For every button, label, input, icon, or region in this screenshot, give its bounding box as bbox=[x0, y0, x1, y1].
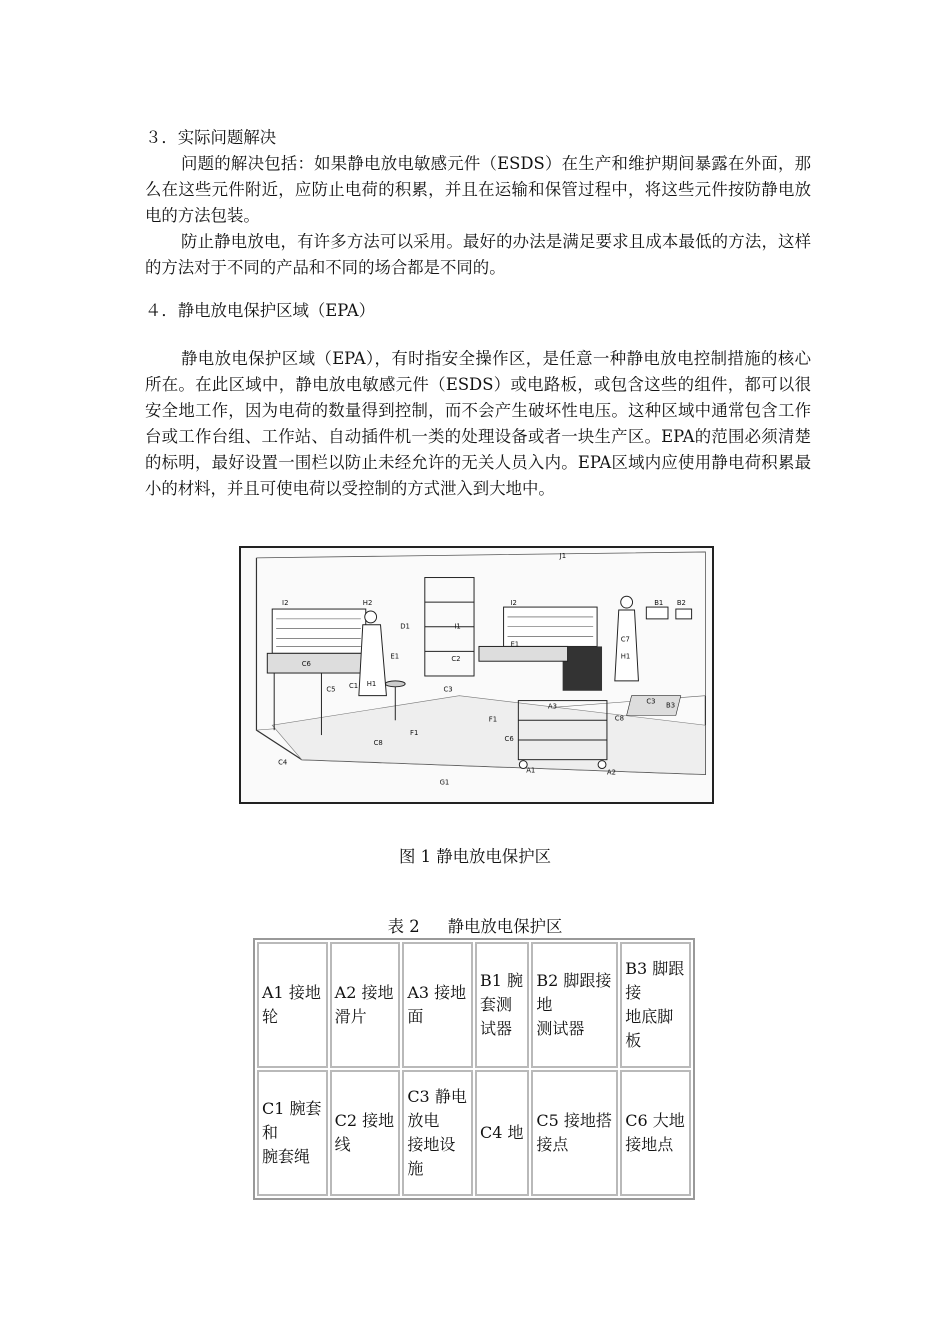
table-cell bbox=[620, 1070, 691, 1196]
table-caption bbox=[0, 913, 950, 937]
table-cell-text: C1 腕套 bbox=[262, 1099, 322, 1118]
section-4-paragraph: 静电放电保护区域（EPA），有时指安全操作区，是任意一种静电放电控制措施的核心所在。在此区域中，静电放电敏感元件（ESDS）或电路板，或包含这些的组件，都可以很安全地工作，因为电荷的数量得到控制，而不会产生破坏性电压。这种区域中通常包含工作台或工作台组、工作站、自动插件机一类的处理设备或者一块生产区。EPA的范围必须清楚的标明，最好设置一围栏以防止未经允许的无关人员入内。EPA区域内应使用静电荷积累最小的材料，并且可使电荷以受控制的方式泄入到大地中。 bbox=[145, 349, 811, 498]
table-cell bbox=[330, 1070, 401, 1196]
section-3-heading: ３．实际问题解决 bbox=[145, 128, 277, 147]
table-cell-text: C6 大地 bbox=[625, 1111, 685, 1130]
table-cell-text: 接 bbox=[625, 983, 642, 1002]
table-cell-text: 腕套绳 bbox=[262, 1147, 311, 1166]
table-cell-text: 接地设 bbox=[407, 1135, 456, 1154]
table-cell bbox=[402, 1070, 473, 1196]
table-cell bbox=[257, 942, 328, 1068]
label-h1-left: H1 bbox=[366, 679, 377, 688]
table-cell-text: B1 腕 bbox=[479, 971, 523, 990]
table-cell-text: C4 地 bbox=[479, 1123, 524, 1142]
table-cell-text: A3 接地 bbox=[407, 983, 467, 1002]
table-cell-text: C3 静电 bbox=[407, 1087, 467, 1106]
label-e1-right: E1 bbox=[510, 640, 520, 649]
label-g1: G1 bbox=[439, 778, 450, 787]
table-cell-text: A2 接地 bbox=[334, 983, 394, 1002]
label-f1-center: F1 bbox=[488, 715, 498, 724]
label-c3-right: C3 bbox=[646, 697, 656, 706]
table-caption-number: 表 2 bbox=[387, 917, 420, 936]
label-a1: A1 bbox=[526, 766, 536, 775]
label-c8-right: C8 bbox=[614, 714, 625, 723]
label-c2: C2 bbox=[451, 655, 461, 664]
table-cell-text: 试器 bbox=[479, 1019, 512, 1038]
table-cell bbox=[257, 1070, 328, 1196]
label-b2: B2 bbox=[676, 599, 686, 608]
figure-caption: 图 1 静电放电保护区 bbox=[399, 847, 551, 866]
label-b3: B3 bbox=[666, 701, 676, 710]
table-cell-text: 面 bbox=[407, 1007, 424, 1026]
label-f1-left: F1 bbox=[410, 729, 419, 738]
table-cell-text: 施 bbox=[407, 1159, 424, 1178]
label-j1: J1 bbox=[559, 551, 567, 560]
label-h2: H2 bbox=[362, 599, 373, 608]
label-c7: C7 bbox=[620, 635, 630, 644]
table-cell bbox=[402, 942, 473, 1068]
table-row bbox=[257, 942, 691, 1068]
label-c5: C5 bbox=[326, 685, 336, 694]
table-cell-text: C5 接地搭 bbox=[536, 1111, 612, 1130]
label-c6-cart: C6 bbox=[504, 734, 514, 743]
table-cell-text: 和 bbox=[262, 1123, 279, 1142]
table-cell-text: B2 脚跟接 bbox=[536, 971, 612, 990]
label-c3-center: C3 bbox=[443, 685, 453, 694]
table-cell bbox=[531, 942, 618, 1068]
table-cell-text: 线 bbox=[334, 1135, 351, 1154]
label-i2-right: I2 bbox=[510, 599, 517, 608]
table-cell bbox=[475, 942, 529, 1068]
label-i1: I1 bbox=[454, 622, 461, 631]
label-c6-left: C6 bbox=[301, 660, 311, 669]
table-cell-text: A1 接地 bbox=[262, 983, 321, 1002]
label-i2-left: I2 bbox=[282, 599, 289, 608]
label-b1: B1 bbox=[654, 599, 664, 608]
table-cell-text: 滑片 bbox=[334, 1007, 367, 1026]
label-c1: C1 bbox=[349, 681, 359, 690]
label-c8-left: C8 bbox=[373, 738, 383, 747]
label-a2: A2 bbox=[606, 768, 617, 777]
section-4 bbox=[145, 346, 811, 502]
section-3 bbox=[145, 125, 811, 281]
table-cell-text: 地底脚 bbox=[625, 1007, 674, 1026]
table-cell bbox=[475, 1070, 529, 1196]
table-cell-text: C2 接地 bbox=[334, 1111, 395, 1130]
table-cell-text: 测试器 bbox=[536, 1019, 585, 1038]
epa-illustration-drawing bbox=[241, 548, 712, 802]
label-a3: A3 bbox=[547, 702, 557, 711]
table-cell-text: 轮 bbox=[262, 1007, 279, 1026]
label-c4: C4 bbox=[278, 758, 288, 767]
label-h1-right: H1 bbox=[620, 652, 631, 661]
label-e1-left: E1 bbox=[390, 652, 400, 661]
table-cell bbox=[531, 1070, 618, 1196]
table-cell-text: 放电 bbox=[407, 1111, 440, 1130]
section-3-paragraph-1: 问题的解决包括：如果静电放电敏感元件（ESDS）在生产和维护期间暴露在外面，那么在这些元件附近，应防止电荷的积累，并且在运输和保管过程中，将这些元件按防静电放电的方法包装。 bbox=[145, 154, 811, 225]
table-caption-title: 静电放电保护区 bbox=[447, 917, 563, 936]
table-cell-text: B3 脚跟 bbox=[625, 959, 685, 978]
table-cell-text: 接地点 bbox=[625, 1135, 674, 1154]
label-d1: D1 bbox=[400, 622, 410, 631]
table-cell-text: 地 bbox=[536, 995, 553, 1014]
epa-components-table bbox=[253, 938, 695, 1200]
table-cell-text: 套测 bbox=[479, 995, 512, 1014]
section-3-paragraph-2: 防止静电放电，有许多方法可以采用。最好的办法是满足要求且成本最低的方法，这样的方法对于不同的产品和不同的场合都是不同的。 bbox=[145, 232, 811, 277]
table-cell bbox=[330, 942, 401, 1068]
table-cell-text: 板 bbox=[625, 1031, 642, 1050]
table-cell-text: 接点 bbox=[536, 1135, 569, 1154]
section-4-heading: ４．静电放电保护区域（EPA） bbox=[145, 301, 376, 320]
table-row bbox=[257, 1070, 691, 1196]
table-cell bbox=[620, 942, 691, 1068]
table-body bbox=[257, 942, 691, 1196]
epa-illustration bbox=[239, 546, 714, 804]
